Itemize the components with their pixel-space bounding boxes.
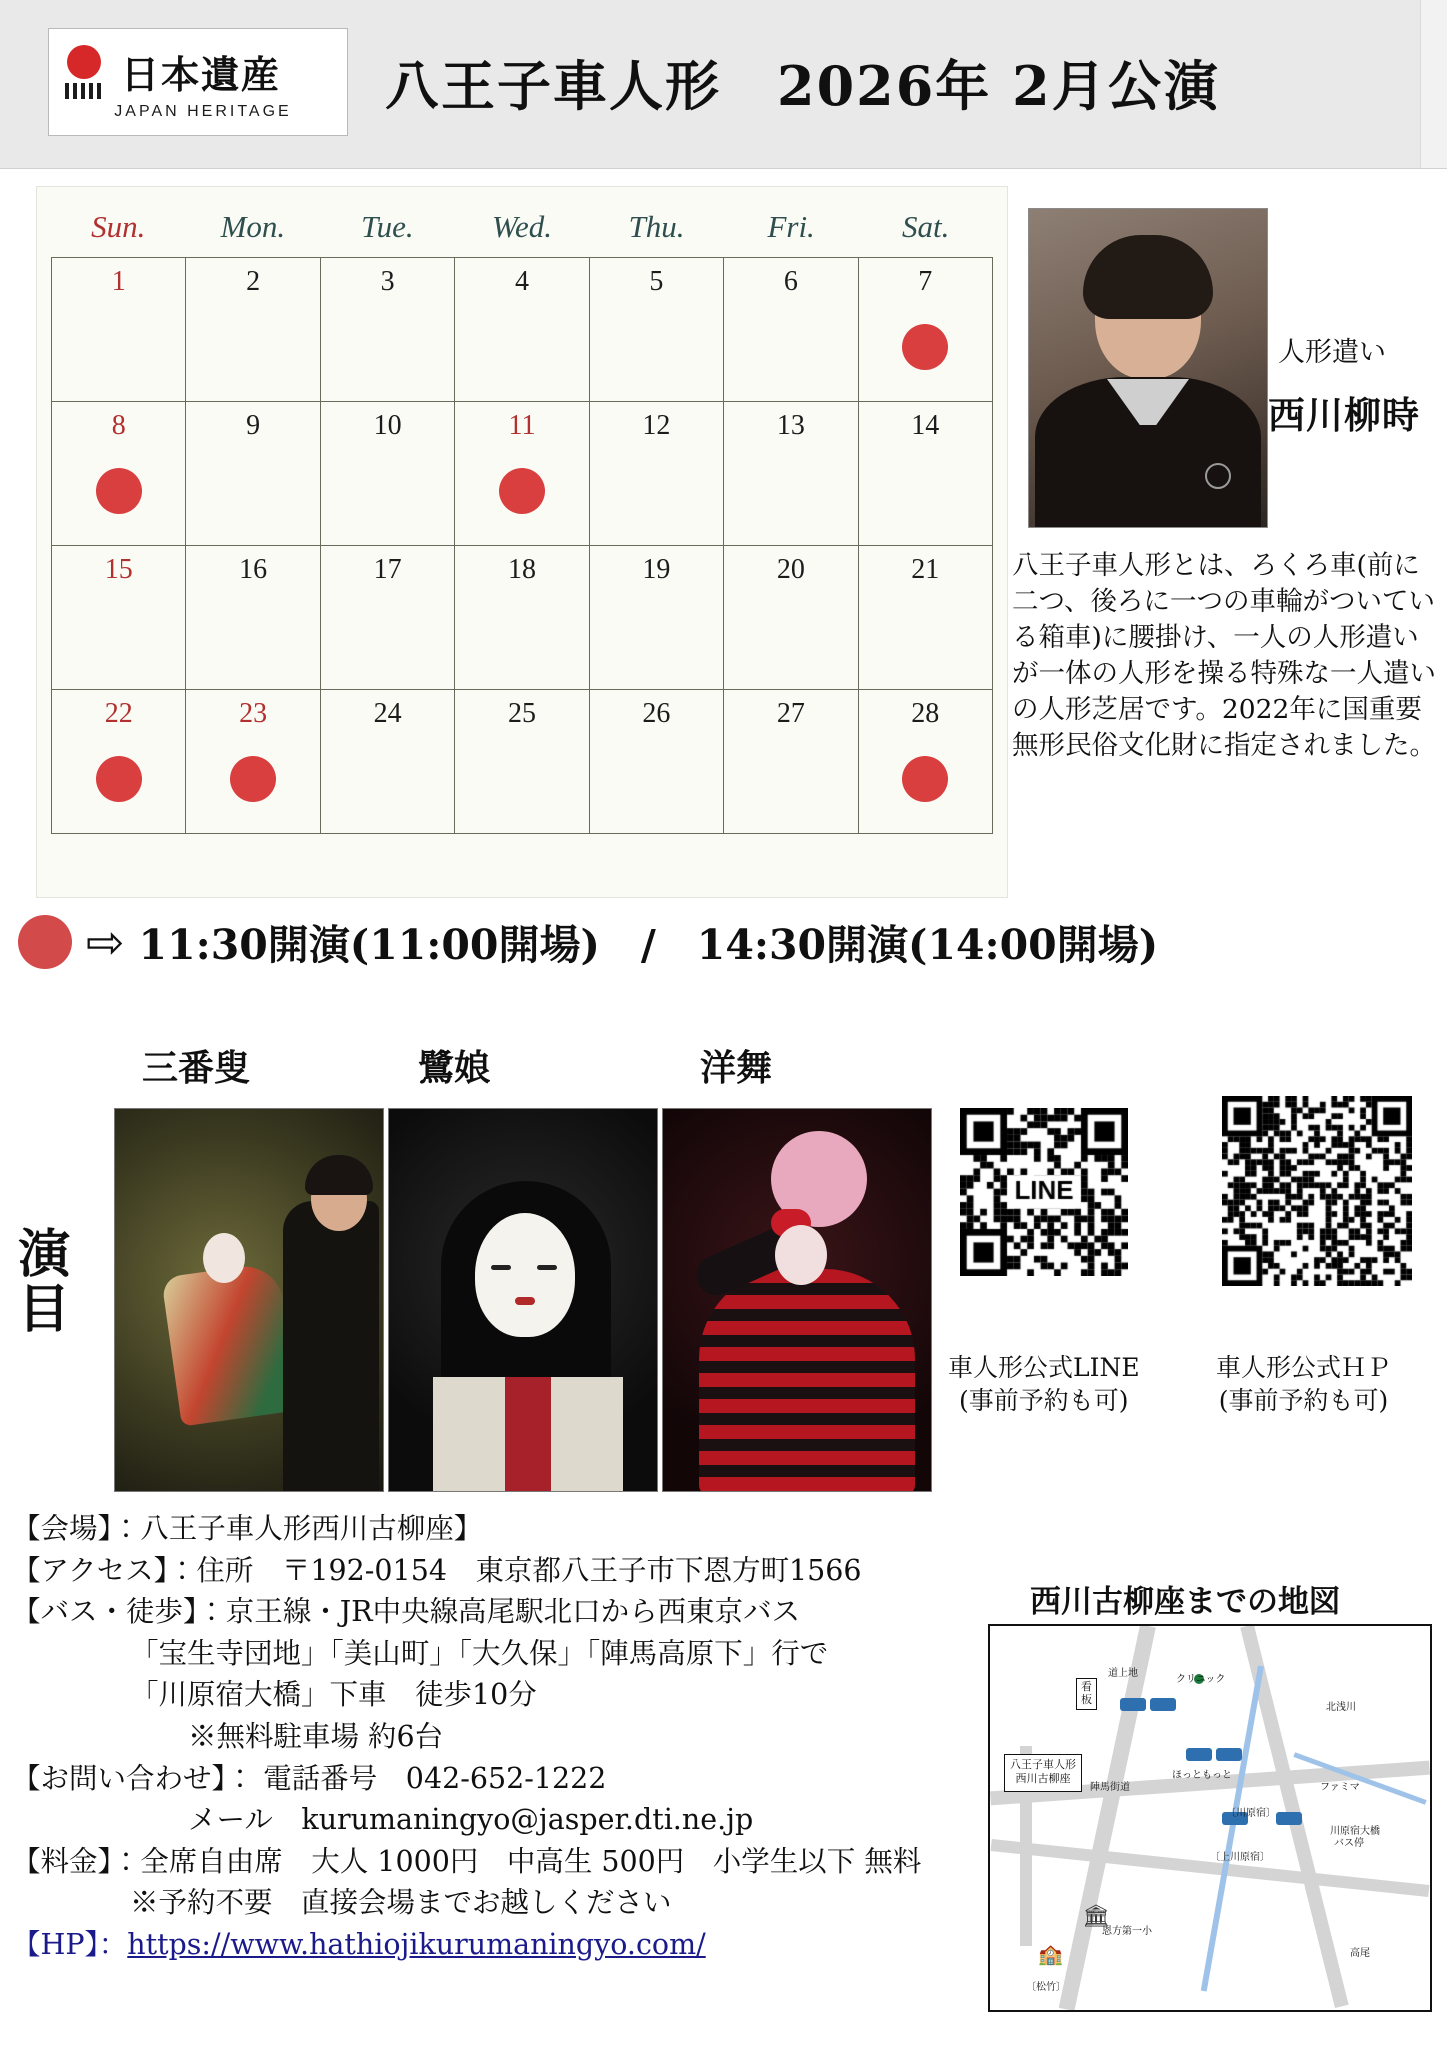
calendar-day-number: 26	[642, 698, 671, 729]
info-contact-mail: メール kurumaningyo@jasper.dti.ne.jp	[188, 1803, 754, 1837]
calendar-day-cell	[321, 546, 455, 690]
calendar-day-number: 15	[104, 554, 133, 585]
calendar-day-number: 23	[239, 698, 268, 729]
program-photo-sanbaso	[114, 1108, 384, 1492]
calendar-day-cell	[186, 258, 320, 402]
map-label: 〔川原宿〕	[1226, 1808, 1276, 1819]
calendar-day-cell	[590, 546, 724, 690]
calendar-day-cell	[590, 402, 724, 546]
map-label: 〔松竹〕	[1026, 1982, 1066, 1993]
calendar-day-number: 19	[642, 554, 671, 585]
info-parking: ※無料駐車場 約6台	[188, 1720, 444, 1754]
calendar-day-number: 20	[776, 554, 805, 585]
logo-text-en: JAPAN HERITAGE	[114, 103, 292, 120]
calendar-day-cell	[52, 402, 186, 546]
calendar-day-number: 13	[776, 410, 805, 441]
map-label: ほっともっと	[1172, 1770, 1232, 1781]
calendar-day-number: 21	[911, 554, 940, 585]
performance-dot-icon	[96, 468, 142, 514]
calendar-day-cell	[724, 402, 858, 546]
performance-dot-icon	[96, 756, 142, 802]
hp-qr-caption-line1: 車人形公式ＨＰ	[1216, 1353, 1392, 1382]
map-bus-icon-1	[1120, 1698, 1146, 1711]
calendar-day-cell	[321, 402, 455, 546]
info-bus-destinations: 「宝生寺団地」「美山町」「大久保」「陣馬高原下」行で	[130, 1636, 829, 1670]
calendar-day-cell	[455, 546, 589, 690]
performance-dot-icon	[230, 756, 276, 802]
map-label: 恩方第一小	[1102, 1926, 1152, 1937]
map-sign-marker	[1076, 1678, 1097, 1710]
program-title-3: 洋舞	[700, 1047, 773, 1089]
map-school-icon: 🏫	[1038, 1942, 1063, 1966]
map-museum-icon: 🏛	[1082, 1904, 1110, 1929]
program-title-1: 三番叟	[142, 1047, 251, 1089]
program-photo-sagimusume	[388, 1108, 658, 1492]
arrow-right-icon: ⇨	[86, 914, 125, 969]
line-qr-caption	[948, 1352, 1140, 1417]
line-qr-caption-line2: (事前予約も可)	[959, 1385, 1129, 1415]
about-kuruma-ningyo-text: 八王子車人形とは、ろくろ車(前に二つ、後ろに一つの車輪がついている箱車)に腰掛け、一人の人形遣いが一体の人形を操る特殊な一人遣いの人形芝居です。2022年に国重要無形民俗文化財に指定されました。	[1012, 550, 1436, 762]
weekday-tue: Tue.	[361, 209, 414, 244]
calendar-day-number: 4	[514, 266, 529, 297]
calendar-day-number: 7	[918, 266, 933, 297]
performance-dot-icon	[902, 756, 948, 802]
calendar-day-cell	[455, 402, 589, 546]
weekday-mon: Mon.	[220, 209, 286, 244]
calendar-day-cell	[724, 690, 858, 834]
weekday-fri: Fri.	[767, 209, 815, 244]
calendar-day-cell	[590, 690, 724, 834]
calendar-day-cell	[321, 258, 455, 402]
performance-dot-icon	[902, 324, 948, 370]
calendar-day-number: 25	[507, 698, 536, 729]
map-river	[1201, 1665, 1264, 1991]
calendar-day-number: 18	[507, 554, 536, 585]
calendar-day-number: 16	[239, 554, 268, 585]
info-hp-row[interactable]	[12, 1924, 1002, 1966]
map-venue-marker	[1004, 1754, 1082, 1792]
map-road-vertical-1	[1059, 1624, 1156, 2011]
calendar-day-cell	[52, 258, 186, 402]
hp-qr-code[interactable]	[1222, 1096, 1390, 1264]
map-venue-line1: 八王子車人形	[1010, 1759, 1076, 1771]
map-sign-line1: 看	[1081, 1681, 1092, 1693]
performance-calendar	[36, 186, 1008, 898]
page-header	[0, 0, 1447, 169]
showtime-row	[18, 912, 1158, 971]
calendar-grid	[51, 257, 993, 834]
info-bus-stop: 「川原宿大橋」下車 徒歩10分	[130, 1678, 537, 1712]
calendar-day-cell	[724, 258, 858, 402]
map-label: 高尾	[1350, 1948, 1370, 1959]
map-bus-icon-4	[1216, 1748, 1242, 1761]
info-venue: 【会場】：八王子車人形西川古柳座】	[12, 1512, 483, 1545]
performer-name: 西川柳時	[1268, 393, 1420, 437]
weekday-thu: Thu.	[628, 209, 685, 244]
performer-photo	[1028, 208, 1268, 528]
calendar-day-cell	[859, 546, 993, 690]
info-fee: 【料金】：全席自由席 大人 1000円 中高生 500円 小学生以下 無料	[12, 1844, 922, 1878]
page-title: 八王子車人形 2026年 2月公演	[385, 54, 1220, 118]
calendar-day-number: 12	[642, 410, 671, 441]
map-bus-icon-3	[1186, 1748, 1212, 1761]
map-label: 〔上川原宿〕	[1210, 1852, 1270, 1863]
map-venue-line2: 西川古柳座	[1015, 1772, 1071, 1785]
calendar-day-cell	[590, 258, 724, 402]
line-qr-caption-line1: 車人形公式LINE	[948, 1353, 1140, 1382]
showtime-text: 11:30開演(11:00開場) / 14:30開演(14:00開場)	[138, 921, 1159, 969]
calendar-day-cell	[455, 690, 589, 834]
header-right-strip	[1420, 0, 1447, 168]
calendar-day-number: 2	[246, 266, 261, 297]
hp-qr-caption	[1216, 1352, 1391, 1417]
map-label: 陣馬街道	[1090, 1782, 1130, 1793]
calendar-day-number: 8	[111, 410, 126, 441]
map-label: バス停	[1334, 1838, 1364, 1849]
map-label: 道上地	[1108, 1668, 1138, 1679]
performance-dot-icon	[499, 468, 545, 514]
calendar-day-cell	[859, 690, 993, 834]
calendar-day-number: 9	[246, 410, 261, 441]
calendar-day-cell	[186, 546, 320, 690]
weekday-sun: Sun.	[91, 209, 146, 244]
info-contact-phone: 【お問い合わせ】： 電話番号 042-652-1222	[12, 1761, 607, 1795]
calendar-day-number: 28	[911, 698, 940, 729]
program-title-2: 鷺娘	[418, 1047, 491, 1089]
venue-info-block	[12, 1508, 1002, 1966]
info-no-reservation: ※予約不要 直接会場までお越しください	[130, 1886, 672, 1920]
calendar-day-number: 11	[508, 410, 536, 441]
logo-text-ja: 日本遺産	[121, 51, 282, 97]
calendar-day-cell	[455, 258, 589, 402]
calendar-day-number: 6	[783, 266, 798, 297]
red-dot-legend-icon	[18, 915, 72, 969]
calendar-day-number: 17	[373, 554, 402, 585]
calendar-day-cell	[321, 690, 455, 834]
weekday-wed: Wed.	[491, 209, 552, 244]
calendar-day-cell	[52, 690, 186, 834]
map-sign-line2: 板	[1081, 1694, 1092, 1707]
map-bus-icon-2	[1150, 1698, 1176, 1711]
japan-heritage-mark-icon	[59, 43, 111, 99]
calendar-day-cell	[52, 546, 186, 690]
weekday-sat: Sat.	[902, 209, 950, 244]
map-bus-icon-6	[1276, 1812, 1302, 1825]
map-label: 川原宿大橋	[1330, 1826, 1380, 1837]
calendar-day-number: 22	[104, 698, 133, 729]
calendar-day-number: 10	[373, 410, 402, 441]
calendar-day-cell	[186, 402, 320, 546]
calendar-weekday-row	[37, 187, 1007, 251]
map-label: 北浅川	[1326, 1702, 1356, 1713]
calendar-day-number: 27	[776, 698, 805, 729]
calendar-day-number: 3	[380, 266, 395, 297]
access-map	[988, 1624, 1432, 2012]
map-label: ファミマ	[1320, 1782, 1360, 1793]
map-title: 西川古柳座までの地図	[1030, 1584, 1340, 1620]
program-photo-yobu	[662, 1108, 932, 1492]
hp-qr-caption-line2: (事前予約も可)	[1218, 1385, 1389, 1415]
info-access: 【アクセス】：住所 〒192-0154 東京都八王子市下恩方町1566	[12, 1553, 862, 1587]
japan-heritage-logo	[48, 28, 348, 136]
performer-role: 人形遣い	[1278, 337, 1386, 368]
calendar-day-number: 24	[373, 698, 402, 729]
info-hp-url[interactable]: https://www.hathiojikurumaningyo.com/	[127, 1928, 706, 1962]
calendar-day-number: 1	[111, 266, 126, 297]
calendar-day-number: 14	[911, 410, 940, 441]
info-bus-walk: 【バス・徒歩】：京王線・JR中央線高尾駅北口から西東京バス	[12, 1595, 801, 1629]
program-section-label: 演目	[18, 1224, 71, 1340]
line-qr-code[interactable]	[960, 1108, 1128, 1276]
info-hp-label: 【HP】：	[12, 1928, 128, 1962]
calendar-day-number: 5	[649, 266, 664, 297]
calendar-day-cell	[859, 402, 993, 546]
calendar-day-cell	[859, 258, 993, 402]
map-label: クリニック	[1176, 1674, 1226, 1685]
calendar-day-cell	[186, 690, 320, 834]
calendar-day-cell	[724, 546, 858, 690]
